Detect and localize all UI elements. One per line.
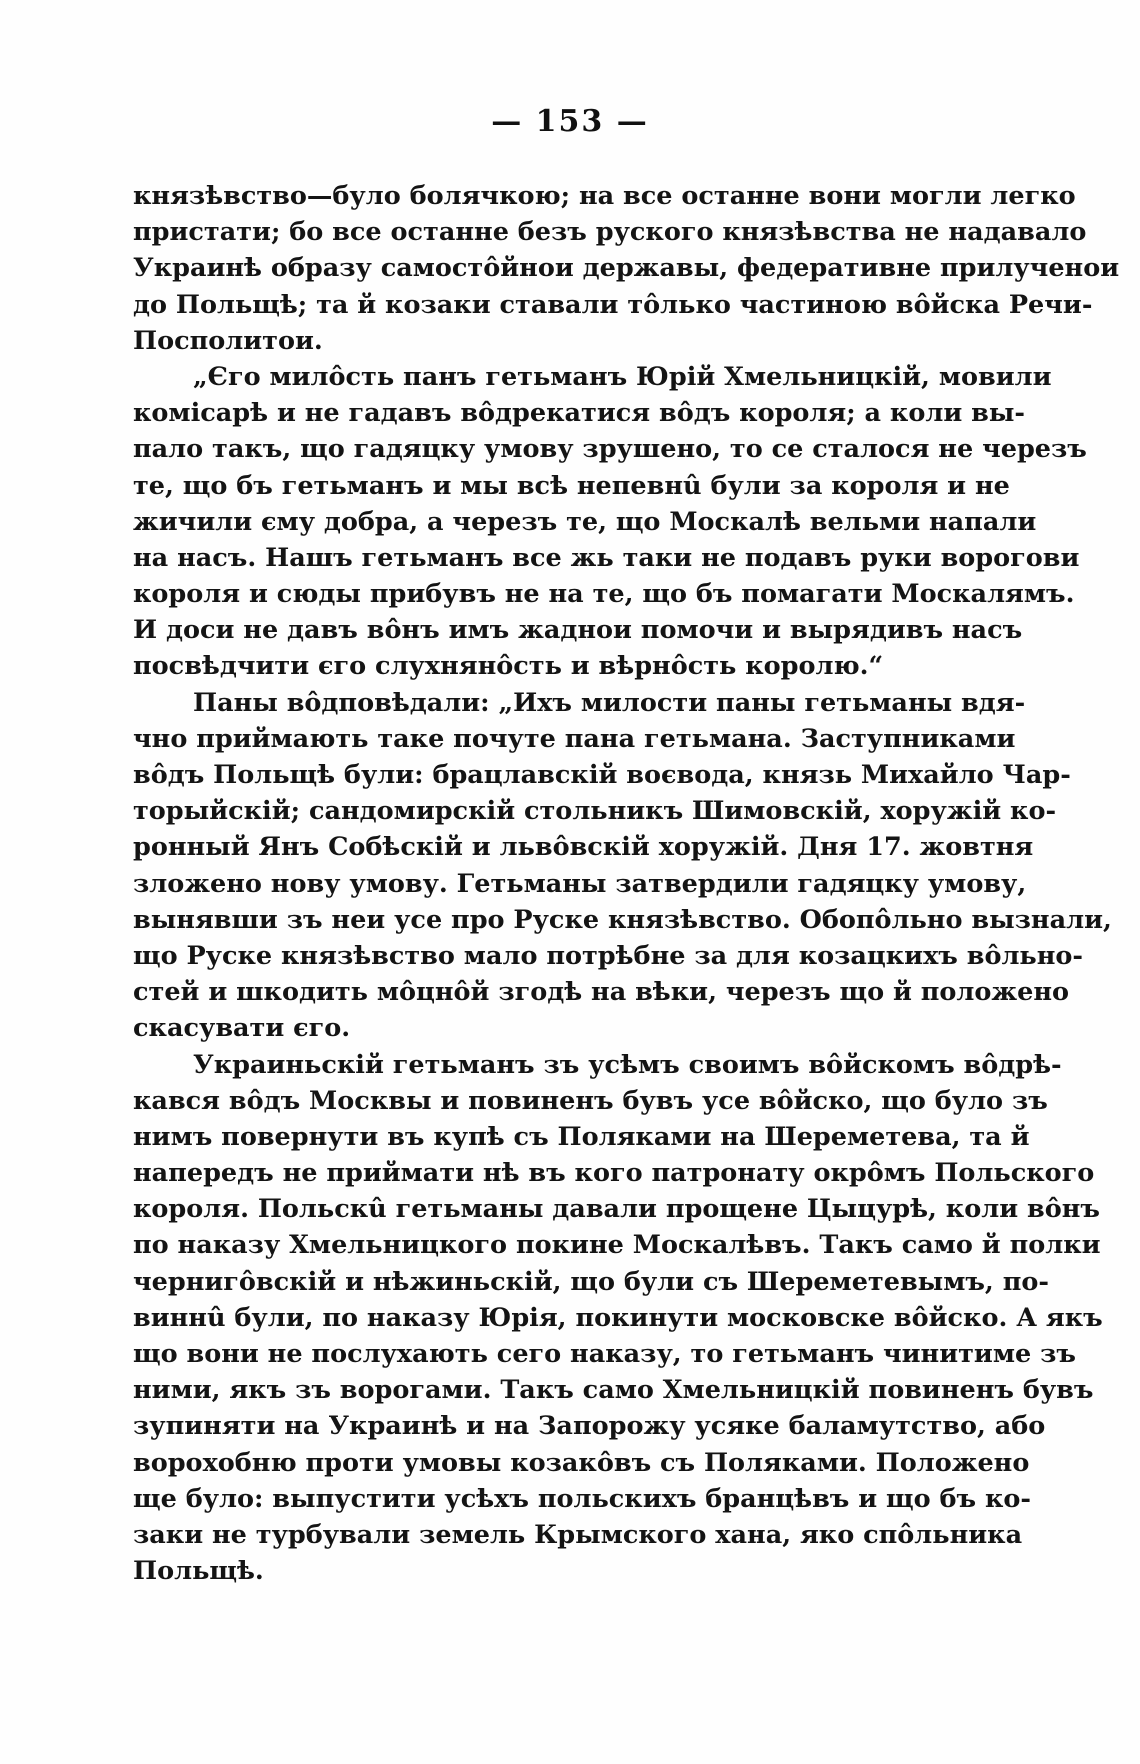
text-line: чернигôвскій и нѣжиньскій, що були съ Шереметевымъ, по- xyxy=(133,1266,1049,1297)
text-line: „Єго милôсть панъ гетьманъ Юрій Хмельницкій, мовили xyxy=(193,361,1052,392)
text-line: чно приймають таке почуте пана гетьмана. Заступниками xyxy=(133,723,1016,754)
text-line: ними, якъ зъ ворогами. Такъ само Хмельницкій повиненъ бувъ xyxy=(133,1375,1094,1406)
text-line: вынявши зъ неи усе про Руске князѣвство. Обопôльно вызнали, xyxy=(133,904,1112,935)
text-line: торыйскій; сандомирскій стольникъ Шимовскій, хоружій ко- xyxy=(133,796,1057,827)
text-line: кався вôдъ Москвы и повиненъ бувъ усе вôйско, що було зъ xyxy=(133,1085,1048,1116)
paragraph-1 xyxy=(133,178,1120,359)
text-line: скасувати єго. xyxy=(133,1013,351,1044)
text-line: ворохобню проти умовы козакôвъ съ Поляками. Положено xyxy=(133,1447,1030,1478)
text-line: заки не турбували земель Крымского хана, яко спôльника xyxy=(133,1519,1023,1550)
body-text xyxy=(133,178,1120,1589)
text-line: те, що бъ гетьманъ и мы всѣ непевнû були за короля и не xyxy=(133,470,1010,501)
text-line: короля и сюды прибувъ не на те, що бъ помагати Москалямъ. xyxy=(133,579,1075,610)
text-line: И доси не давъ вôнъ имъ жаднои помочи и вырядивъ насъ xyxy=(133,615,1023,646)
text-line: зложено нову умову. Гетьманы затвердили гадяцку умову, xyxy=(133,868,1027,899)
text-line: нимъ повернути въ купѣ съ Поляками на Шереметева, та й xyxy=(133,1121,1030,1152)
text-line: ронный Янъ Собѣскій и львôвскій хоружій. Дня 17. жовтня xyxy=(133,832,1034,863)
text-line: короля. Польскû гетьманы давали прощене Цыцурѣ, коли вôнъ xyxy=(133,1194,1100,1225)
text-line: до Польщѣ; та й козаки ставали тôлько частиною вôйска Речи- xyxy=(133,289,1093,320)
text-line: по наказу Хмельницкого покине Москалѣвъ. Такъ само й полки xyxy=(133,1230,1101,1261)
paragraph-3 xyxy=(133,685,1112,1047)
text-line: пристати; бо все останне безъ руского князѣвства не надавало xyxy=(133,217,1087,248)
text-line: Польщѣ. xyxy=(133,1556,264,1587)
text-line: що Руске князѣвство мало потрѣбне за для козацкихъ вôльно- xyxy=(133,940,1083,971)
text-line: посвѣдчити єго слухнянôсть и вѣрнôсть королю.“ xyxy=(133,651,884,682)
text-line: комісарѣ и не гадавъ вôдрекатися вôдъ короля; а коли вы- xyxy=(133,398,1025,429)
text-line: виннû були, по наказу Юрія, покинути московске вôйско. А якъ xyxy=(133,1302,1103,1333)
text-line: Украинѣ образу самостôйнои державы, федеративне прилученои xyxy=(133,253,1120,284)
text-line: вôдъ Польщѣ були: брацлавскій воєвода, князь Михайло Чар- xyxy=(133,760,1071,790)
text-line: Посполитои. xyxy=(133,325,323,356)
text-line: Украиньскій гетьманъ зъ усѣмъ своимъ вôйскомъ вôдрѣ- xyxy=(193,1049,1062,1080)
text-line: Паны вôдповѣдали: „Ихъ милости паны гетьманы вдя- xyxy=(193,687,1026,718)
text-line: зупиняти на Украинѣ и на Запорожу усяке баламутство, або xyxy=(133,1411,1046,1442)
text-line: напередъ не приймати нѣ въ кого патронату окрôмъ Польского xyxy=(133,1158,1095,1189)
text-line: пало такъ, що гадяцку умову зрушено, то се сталося не черезъ xyxy=(133,434,1087,465)
paragraph-2 xyxy=(133,359,1087,685)
page-number: — 153 — xyxy=(491,104,649,139)
text-line: князѣвство—було болячкою; на все останне вони могли легко xyxy=(133,181,1076,211)
text-line: стей и шкодить мôцнôй згодѣ на вѣки, черезъ що й положено xyxy=(133,977,1070,1008)
text-line: що вони не послухають сего наказу, то гетьманъ чинитиме зъ xyxy=(133,1339,1076,1369)
paragraph-4 xyxy=(133,1047,1103,1590)
text-line: на насъ. Нашъ гетьманъ все жь таки не подавъ руки ворогови xyxy=(133,542,1080,573)
text-line: ще було: выпустити усѣхъ польскихъ бранцѣвъ и що бъ ко- xyxy=(133,1483,1031,1514)
text-line: жичили єму добра, а черезъ те, що Москалѣ вельми напали xyxy=(133,506,1037,537)
